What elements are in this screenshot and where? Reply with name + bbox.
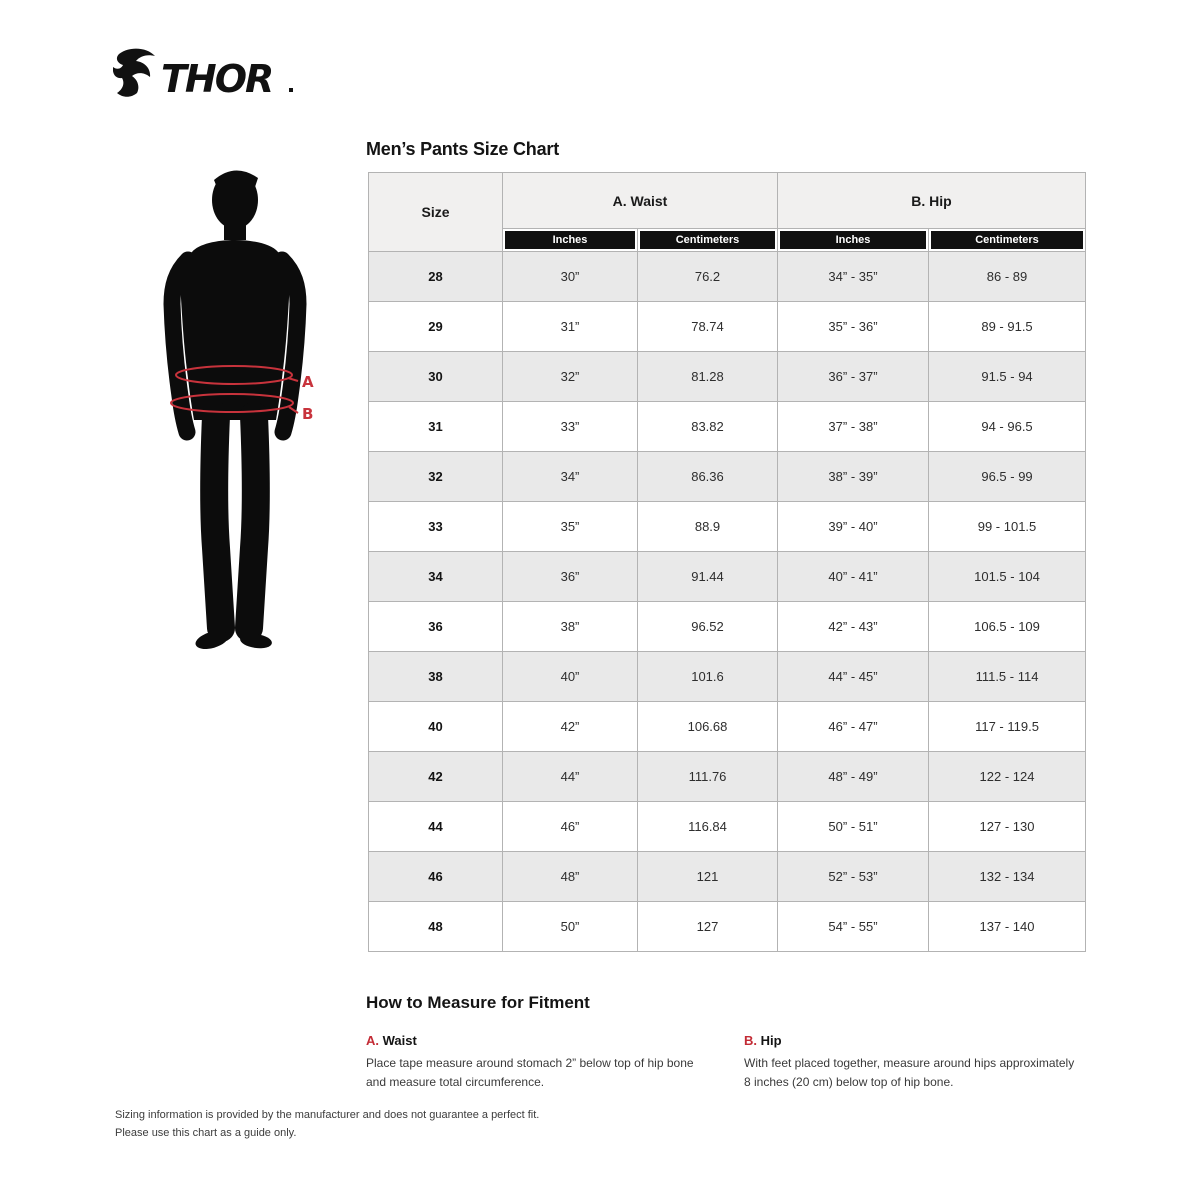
hip-centimeters-bar: Centimeters (931, 231, 1083, 249)
waist-centimeters-bar: Centimeters (640, 231, 775, 249)
how-to-measure-section (366, 993, 1086, 1091)
waist-centimeters-cell: 86.36 (638, 452, 778, 502)
hip-inches-cell: 44” - 45” (778, 652, 929, 702)
hip-inches-bar: Inches (780, 231, 926, 249)
how-to-heading: How to Measure for Fitment (366, 993, 590, 1012)
waist-centimeters-cell: 111.76 (638, 752, 778, 802)
waist-centimeters-cell: 116.84 (638, 802, 778, 852)
hip-centimeters-cell: 111.5 - 114 (929, 652, 1086, 702)
label-a: A (302, 373, 314, 391)
hip-inches-cell: 35” - 36” (778, 302, 929, 352)
hip-inches-cell: 40” - 41” (778, 552, 929, 602)
waist-inches-cell: 46” (503, 802, 638, 852)
table-row (369, 502, 1086, 552)
waist-inches-cell: 38” (503, 602, 638, 652)
size-table-header (369, 173, 1086, 252)
size-cell: 42 (369, 752, 503, 802)
size-column-header: Size (369, 173, 503, 252)
waist-centimeters-cell: 91.44 (638, 552, 778, 602)
size-cell: 32 (369, 452, 503, 502)
size-cell: 48 (369, 902, 503, 952)
hip-inches-cell: 54” - 55” (778, 902, 929, 952)
hip-centimeters-cell: 101.5 - 104 (929, 552, 1086, 602)
size-table-rows (369, 252, 1086, 952)
waist-centimeters-cell: 81.28 (638, 352, 778, 402)
hip-name: Hip (760, 1033, 782, 1048)
hip-instruction-label (744, 1033, 1084, 1048)
hip-centimeters-cell: 86 - 89 (929, 252, 1086, 302)
table-row (369, 552, 1086, 602)
waist-centimeters-cell: 88.9 (638, 502, 778, 552)
waist-instruction-text: Place tape measure around stomach 2” below top of hip bone and measure total circumference. (366, 1056, 694, 1089)
table-row (369, 852, 1086, 902)
hip-centimeters-cell: 117 - 119.5 (929, 702, 1086, 752)
waist-inches-cell: 40” (503, 652, 638, 702)
size-cell: 38 (369, 652, 503, 702)
waist-inches-cell: 42” (503, 702, 638, 752)
size-cell: 28 (369, 252, 503, 302)
hip-inches-cell: 52” - 53” (778, 852, 929, 902)
size-cell: 29 (369, 302, 503, 352)
table-row (369, 802, 1086, 852)
hip-key: B. (744, 1033, 757, 1048)
male-silhouette-graphic (138, 166, 373, 661)
measurement-labels (302, 373, 314, 423)
hip-centimeters-cell: 122 - 124 (929, 752, 1086, 802)
hip-centimeters-header (929, 229, 1086, 252)
size-cell: 33 (369, 502, 503, 552)
size-cell: 31 (369, 402, 503, 452)
hip-centimeters-cell: 137 - 140 (929, 902, 1086, 952)
size-cell: 30 (369, 352, 503, 402)
hip-group-header: B. Hip (778, 173, 1086, 229)
table-row (369, 302, 1086, 352)
table-row (369, 352, 1086, 402)
waist-centimeters-cell: 106.68 (638, 702, 778, 752)
page-title: Men’s Pants Size Chart (366, 139, 559, 159)
waist-inches-cell: 32” (503, 352, 638, 402)
waist-group-header: A. Waist (503, 173, 778, 229)
size-table (368, 172, 1086, 952)
disclaimer (115, 1106, 539, 1142)
waist-centimeters-cell: 78.74 (638, 302, 778, 352)
waist-inches-cell: 36” (503, 552, 638, 602)
hip-inches-header (778, 229, 929, 252)
waist-centimeters-header (638, 229, 778, 252)
waist-centimeters-cell: 76.2 (638, 252, 778, 302)
hip-instruction (744, 1033, 1084, 1091)
waist-centimeters-cell: 101.6 (638, 652, 778, 702)
table-row (369, 252, 1086, 302)
table-row (369, 902, 1086, 952)
hip-centimeters-cell: 96.5 - 99 (929, 452, 1086, 502)
waist-inches-cell: 34” (503, 452, 638, 502)
size-cell: 44 (369, 802, 503, 852)
hip-inches-cell: 46” - 47” (778, 702, 929, 752)
waist-inches-cell: 31” (503, 302, 638, 352)
hip-inches-cell: 36” - 37” (778, 352, 929, 402)
logo-mark-dot (289, 88, 293, 92)
hip-centimeters-cell: 91.5 - 94 (929, 352, 1086, 402)
waist-centimeters-cell: 96.52 (638, 602, 778, 652)
table-row (369, 452, 1086, 502)
table-row (369, 652, 1086, 702)
waist-instruction (366, 1033, 706, 1091)
hip-centimeters-cell: 99 - 101.5 (929, 502, 1086, 552)
hip-centimeters-cell: 132 - 134 (929, 852, 1086, 902)
disclaimer-line-2: Please use this chart as a guide only. (115, 1127, 297, 1140)
waist-inches-cell: 44” (503, 752, 638, 802)
hip-inches-cell: 39” - 40” (778, 502, 929, 552)
label-b: B (302, 405, 314, 423)
size-cell: 36 (369, 602, 503, 652)
disclaimer-line-1: Sizing information is provided by the manufacturer and does not guarantee a perfect fit. (115, 1109, 540, 1121)
hip-centimeters-cell: 94 - 96.5 (929, 402, 1086, 452)
waist-name: Waist (382, 1033, 417, 1048)
waist-inches-cell: 50” (503, 902, 638, 952)
waist-inches-cell: 35” (503, 502, 638, 552)
body-measurement-figure (138, 166, 373, 661)
table-row (369, 402, 1086, 452)
thor-logo-text: THOR (161, 57, 273, 101)
waist-inches-cell: 48” (503, 852, 638, 902)
waist-centimeters-cell: 83.82 (638, 402, 778, 452)
hip-inches-cell: 50” - 51” (778, 802, 929, 852)
thor-ram-icon (113, 49, 155, 97)
table-row (369, 752, 1086, 802)
waist-instruction-label (366, 1033, 706, 1048)
hip-inches-cell: 37” - 38” (778, 402, 929, 452)
hip-instruction-text: With feet placed together, measure around hips approximately 8 inches (20 cm) below top of hip bone. (744, 1056, 1075, 1089)
thor-logo-graphic (113, 48, 303, 108)
size-cell: 46 (369, 852, 503, 902)
table-row (369, 702, 1086, 752)
hip-centimeters-cell: 89 - 91.5 (929, 302, 1086, 352)
waist-centimeters-cell: 121 (638, 852, 778, 902)
waist-centimeters-cell: 127 (638, 902, 778, 952)
hip-inches-cell: 34” - 35” (778, 252, 929, 302)
table-row (369, 602, 1086, 652)
hip-centimeters-cell: 106.5 - 109 (929, 602, 1086, 652)
hip-inches-cell: 48” - 49” (778, 752, 929, 802)
waist-inches-cell: 33” (503, 402, 638, 452)
waist-inches-header (503, 229, 638, 252)
waist-inches-cell: 30” (503, 252, 638, 302)
hip-centimeters-cell: 127 - 130 (929, 802, 1086, 852)
size-cell: 40 (369, 702, 503, 752)
size-cell: 34 (369, 552, 503, 602)
thor-logo (113, 48, 303, 108)
hip-inches-cell: 38” - 39” (778, 452, 929, 502)
waist-key: A. (366, 1033, 379, 1048)
waist-inches-bar: Inches (505, 231, 635, 249)
hip-inches-cell: 42” - 43” (778, 602, 929, 652)
